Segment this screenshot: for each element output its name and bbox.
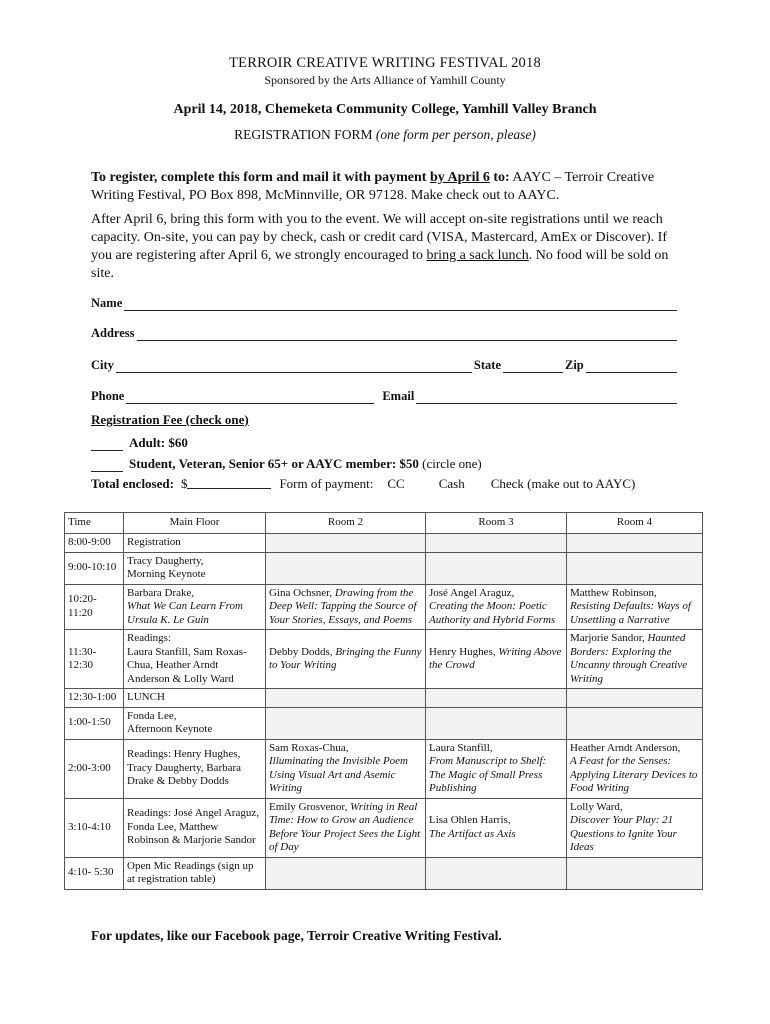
form-title (0, 127, 770, 143)
header-main-floor: Main Floor (124, 513, 266, 534)
time-cell: 3:10-4:10 (65, 798, 124, 857)
room-3-cell (426, 630, 567, 689)
schedule-table (64, 512, 703, 890)
city-input-line[interactable] (116, 360, 472, 373)
session-title: Writing Above the Crowd (429, 645, 562, 671)
presenter-name: Barbara Drake, (127, 586, 195, 599)
header-time: Time (65, 513, 124, 534)
presenter-name: José Angel Araguz, (429, 586, 515, 599)
presenter-name: Sam Roxas-Chua, (269, 741, 349, 754)
deadline-text: by April 6 (429, 170, 490, 185)
city-label: City (91, 358, 114, 372)
zip-label: Zip (565, 358, 584, 372)
email-label: Email (382, 389, 415, 403)
header-room-4: Room 4 (567, 513, 703, 534)
phone-email-row (91, 389, 679, 404)
presenter-name: Marjorie Sandor, (570, 632, 648, 644)
main-floor-cell: Open Mic Readings (sign up at registration table) (124, 857, 266, 889)
presenter-name: Matthew Robinson, (570, 586, 657, 599)
main-floor-cell: Fonda Lee, Afternoon Keynote (124, 707, 266, 739)
room-2-cell (266, 630, 426, 689)
empty-cell (266, 534, 426, 553)
fee-title: Registration Fee (check one) (91, 412, 249, 427)
presenter-name: Heather Arndt Anderson, (570, 741, 681, 754)
empty-cell (266, 857, 426, 889)
table-row (65, 552, 703, 584)
empty-cell (567, 534, 703, 553)
student-fee-option (91, 456, 482, 472)
table-row (65, 798, 703, 857)
address-input-line[interactable] (137, 328, 677, 341)
session-title: Writing in Real Time: How to Grow an Audience Before Your Project Sees the Light of Day (269, 800, 421, 853)
empty-cell (266, 707, 426, 739)
header-room-3: Room 3 (426, 513, 567, 534)
table-row (65, 739, 703, 798)
empty-cell (567, 857, 703, 889)
address-field (91, 326, 679, 341)
main-floor-cell: Tracy Daugherty, Morning Keynote (124, 552, 266, 584)
presenter-name: Gina Ochsner, (269, 586, 335, 599)
event-dateline: April 14, 2018, Chemeketa Community College, Yamhill Valley Branch (173, 102, 597, 117)
address-label: Address (91, 326, 135, 340)
form-title-text: REGISTRATION FORM (234, 127, 373, 142)
time-cell: 12:30-1:00 (65, 689, 124, 708)
dollar-sign: $ (180, 476, 188, 491)
session-title: Creating the Moon: Poetic Authority and Hybrid Forms (429, 600, 556, 626)
onsite-instructions (91, 211, 691, 283)
session-title: Bringing the Funny to Your Writing (269, 645, 422, 671)
empty-cell (426, 689, 567, 708)
empty-cell (426, 534, 567, 553)
name-field (91, 296, 679, 311)
session-title: Haunted Borders: Exploring the Uncanny through Creative Writing (570, 632, 688, 685)
empty-cell (266, 689, 426, 708)
session-title: Discover Your Play: 21 Questions to Ignite Your Ideas (570, 814, 677, 853)
room-2-cell (266, 739, 426, 798)
state-input-line[interactable] (503, 360, 563, 373)
sack-lunch-text: bring a sack lunch (426, 248, 529, 263)
onsite-text-end: . No food will be sold on site. (91, 248, 669, 281)
footer-note: For updates, like our Facebook page, Terroir Creative Writing Festival. (91, 928, 502, 943)
empty-cell (266, 552, 426, 584)
room-4-cell (567, 739, 703, 798)
adult-check-blank[interactable] (91, 439, 123, 451)
table-row (65, 857, 703, 889)
session-title: Drawing from the Deep Well: Tapping the Source of Your Stories, Essays, and Poems (269, 586, 417, 626)
phone-label: Phone (91, 389, 125, 403)
state-label: State (473, 358, 501, 372)
empty-cell (426, 857, 567, 889)
table-row (65, 534, 703, 553)
schedule-header-row (65, 513, 703, 534)
room-4-cell (567, 798, 703, 857)
student-fee-note: (circle one) (422, 456, 482, 471)
header-room-2: Room 2 (266, 513, 426, 534)
room-3-cell (426, 584, 567, 630)
main-floor-cell: Readings: Henry Hughes, Tracy Daugherty, Barbara Drake & Debby Dodds (124, 739, 266, 798)
main-floor-cell: Readings: Laura Stanfill, Sam Roxas-Chua, Heather Arndt Anderson & Lolly Ward (124, 630, 266, 689)
time-cell: 8:00-9:00 (65, 534, 124, 553)
zip-input-line[interactable] (586, 360, 677, 373)
payment-cc[interactable]: CC (387, 476, 405, 491)
table-row (65, 689, 703, 708)
room-2-cell (266, 584, 426, 630)
presenter-name: Lisa Ohlen Harris, (429, 814, 511, 826)
festival-title: TERROIR CREATIVE WRITING FESTIVAL 2018 (229, 55, 541, 71)
session-title: The Artifact as Axis (429, 827, 516, 840)
presenter-name: Emily Grosvenor, (269, 800, 351, 813)
time-cell: 9:00-10:10 (65, 552, 124, 584)
payment-cash[interactable]: Cash (438, 476, 465, 491)
phone-input-line[interactable] (126, 391, 374, 404)
table-row (65, 630, 703, 689)
room-3-cell (426, 739, 567, 798)
main-floor-cell: Readings: José Angel Araguz, Fonda Lee, Matthew Robinson & Marjorie Sandor (124, 798, 266, 857)
session-title: A Feast for the Senses: Applying Literary Devices to Food Writing (570, 755, 698, 794)
room-3-cell (426, 798, 567, 857)
mail-instructions-to: to: (489, 170, 510, 185)
payment-check[interactable]: Check (make out to AAYC) (490, 476, 636, 491)
total-input-line[interactable] (187, 476, 271, 489)
adult-fee-option (91, 435, 188, 451)
empty-cell (567, 552, 703, 584)
onsite-text: After April 6, bring this form with you to the event. We will accept on-site registrations until we reach capacity. On-site, you can pay by check, cash or credit card (VISA, Mastercard, AmEx or Discover). If you are registering after April 6, we strongly encouraged to (91, 212, 667, 263)
main-floor-cell (124, 584, 266, 630)
name-input-line[interactable] (124, 298, 677, 311)
name-label: Name (91, 296, 123, 310)
time-cell: 10:20- 11:20 (65, 584, 124, 630)
time-cell: 1:00-1:50 (65, 707, 124, 739)
session-title: What We Can Learn From Ursula K. Le Guin (127, 600, 243, 626)
session-title: Resisting Defaults: Ways of Unsettling a Narrative (570, 600, 691, 626)
main-floor-cell: LUNCH (124, 689, 266, 708)
mail-address: AAYC – Terroir Creative Writing Festival, PO Box 898, McMinnville, OR 97128. Make check out to AAYC. (91, 170, 655, 203)
empty-cell (567, 707, 703, 739)
mail-instructions-lead: To register, complete this form and mail it with payment (91, 170, 430, 185)
room-4-cell (567, 584, 703, 630)
table-row (65, 707, 703, 739)
presenter-name: Debby Dodds, (269, 645, 336, 658)
total-row (91, 476, 676, 492)
form-title-note: (one form per person, please) (375, 127, 536, 142)
payment-label: Form of payment: (279, 476, 374, 491)
sponsor-line: Sponsored by the Arts Alliance of Yamhill County (264, 73, 506, 87)
presenter-name: Laura Stanfill, (429, 741, 493, 754)
session-title: Illuminating the Invisible Poem Using Visual Art and Asemic Writing (269, 755, 408, 794)
session-title: From Manuscript to Shelf: The Magic of Small Press Publishing (429, 755, 547, 794)
presenter-name: Lolly Ward, (570, 800, 623, 813)
room-4-cell (567, 630, 703, 689)
student-check-blank[interactable] (91, 460, 123, 472)
time-cell: 2:00-3:00 (65, 739, 124, 798)
empty-cell (426, 707, 567, 739)
room-2-cell (266, 798, 426, 857)
total-label: Total enclosed: (91, 476, 174, 491)
student-fee-label: Student, Veteran, Senior 65+ or AAYC member: $50 (129, 456, 419, 471)
time-cell: 11:30- 12:30 (65, 630, 124, 689)
presenter-name: Henry Hughes, (429, 645, 499, 658)
city-state-zip-row (91, 358, 679, 373)
empty-cell (567, 689, 703, 708)
time-cell: 4:10- 5:30 (65, 857, 124, 889)
email-input-line[interactable] (416, 391, 677, 404)
adult-fee-label: Adult: $60 (129, 435, 188, 450)
table-row (65, 584, 703, 630)
main-floor-cell: Registration (124, 534, 266, 553)
empty-cell (426, 552, 567, 584)
mail-instructions (91, 169, 691, 205)
